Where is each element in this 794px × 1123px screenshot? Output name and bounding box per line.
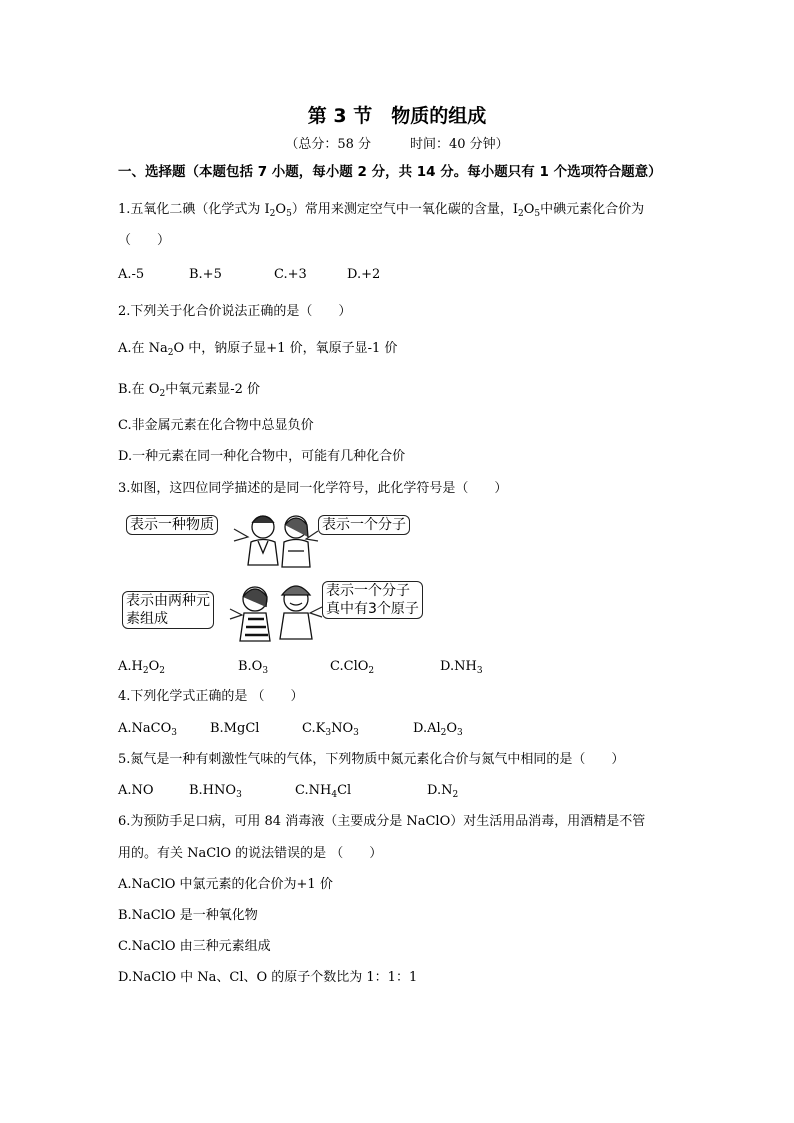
q3-illustration (118, 507, 436, 644)
q6-stem-line1: 6.为预防手足口病，可用 84 消毒液（主要成分是 NaClO）对生活用品消毒，用酒精是不管 (118, 814, 646, 829)
q1-option-c: C.+3 (274, 267, 307, 282)
q4-stem: 4.下列化学式正确的是 （ ） (118, 689, 304, 704)
q3-option-c: C.ClO$_2$ (330, 659, 375, 676)
q3-stem: 3.如图，这四位同学描述的是同一化学符号，此化学符号是（ ） (118, 481, 508, 496)
q4-option-d: $D.Al_2O_3$ (413, 721, 463, 738)
q6-option-c: C.NaClO 由三种元素组成 (118, 939, 271, 954)
q5-option-b: $B.HNO_3$ (189, 783, 242, 800)
q5-stem: 5.氮气是一种有刺激性气味的气体，下列物质中氮元素化合价与氮气中相同的是（ ） (118, 752, 625, 767)
speech-bubble-4: 表示一个分子 真中有3个原子 (322, 581, 423, 619)
q6-option-a: A.NaClO 中氯元素的化合价为+1 价 (118, 877, 333, 892)
q2-stem: 2.下列关于化合价说法正确的是（ ） (118, 304, 352, 319)
q1-stem-line2: （ ） (118, 233, 171, 248)
page-subtitle: （总分：58 分 时间：40 分钟） (285, 137, 509, 152)
q1-option-b: B.+5 (189, 267, 222, 282)
q2-option-d: D.一种元素在同一种化合物中，可能有几种化合价 (118, 449, 406, 464)
q3-option-a: $A.H_2O_2$ (118, 659, 165, 676)
q3-option-b: $B.O_3$ (238, 659, 269, 676)
speech-bubble-2: 表示一个分子 (318, 515, 410, 535)
q5-option-a: A.NO (118, 783, 154, 798)
page-title: 第 3 节 物质的组成 (307, 105, 487, 127)
q1-stem-line1: 1.五氧化二碘（化学式为 $I_2O_5$）常用来测定空气中一氧化碳的含量，$I_2O_5$中碘元素化合价为 (118, 202, 645, 219)
q1-option-a: A.-5 (118, 267, 145, 282)
q4-option-c: $C.K_3NO_3$ (302, 721, 359, 738)
q6-stem-line2: 用的。有关 NaClO 的说法错误的是 （ ） (118, 846, 383, 861)
q3-option-d: $D.NH_3$ (440, 659, 483, 676)
q6-option-d: D.NaClO 中 Na、Cl、O 的原子个数比为 1：1：1 (118, 970, 418, 985)
q4-option-a: A.NaCO$_3$ (118, 721, 177, 738)
speech-bubble-3: 表示由两种元 素组成 (122, 591, 214, 629)
q4-option-b: B.MgCl (210, 721, 260, 736)
q5-option-d: $D.N_2$ (427, 783, 459, 800)
q2-option-c: C.非金属元素在化合物中总显负价 (118, 418, 314, 433)
q1-option-d: D.+2 (347, 267, 381, 282)
speech-bubble-1: 表示一种物质 (126, 515, 218, 535)
q5-option-c: $C.NH_4Cl$ (295, 783, 352, 800)
q6-option-b: B.NaClO 是一种氧化物 (118, 908, 258, 923)
q2-option-b: B.在 $O_2$中氧元素显-2 价 (118, 382, 261, 399)
section-heading: 一、选择题（本题包括 7 小题，每小题 2 分，共 14 分。每小题只有 1 个选项符合题意） (118, 164, 662, 180)
q2-option-a: A.在 $Na_2O$ 中，钠原子显+1 价，氧原子显-1 价 (118, 341, 398, 358)
